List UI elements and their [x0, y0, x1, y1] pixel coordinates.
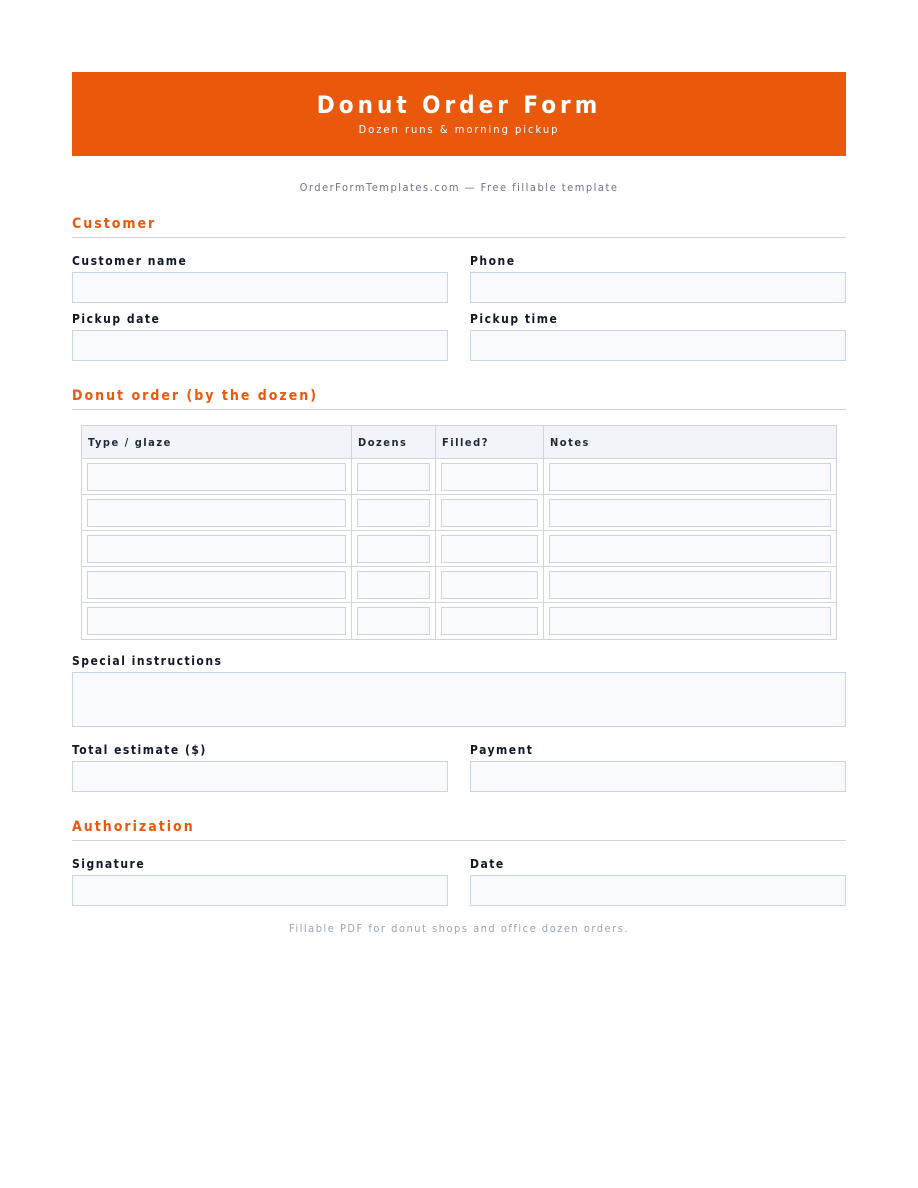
signature-input[interactable]	[72, 875, 448, 906]
notes-input[interactable]	[549, 571, 831, 599]
pickup-date-input[interactable]	[72, 330, 448, 361]
pickup-time-field-group	[470, 312, 846, 361]
type-cell	[82, 531, 352, 567]
total-estimate-label: Total estimate ($)	[72, 742, 207, 757]
pickup-time-label: Pickup time	[470, 312, 559, 326]
special-instructions-input[interactable]	[72, 672, 846, 727]
form-title: Donut Order Form	[316, 91, 602, 119]
type-input[interactable]	[87, 463, 346, 491]
special-instructions-label: Special instructions	[72, 653, 223, 668]
payment-input[interactable]	[470, 761, 846, 792]
dozens-input[interactable]	[357, 499, 430, 527]
signature-field-group	[72, 857, 448, 906]
customer-name-input[interactable]	[72, 272, 448, 303]
payment-field-group	[470, 743, 846, 792]
table-row	[82, 603, 836, 639]
pickup-date-label: Pickup date	[72, 312, 161, 326]
section-heading-authorization: Authorization	[72, 819, 846, 841]
filled-input[interactable]	[441, 535, 538, 563]
column-header-notes: Notes	[544, 426, 837, 459]
notes-input[interactable]	[549, 535, 831, 563]
table-row	[82, 459, 836, 495]
total-estimate-input[interactable]	[72, 761, 448, 792]
notes-input[interactable]	[549, 607, 831, 635]
type-input[interactable]	[87, 571, 346, 599]
dozens-input[interactable]	[357, 571, 430, 599]
filled-input[interactable]	[441, 463, 538, 491]
phone-input[interactable]	[470, 272, 846, 303]
column-header-type: Type / glaze	[82, 426, 352, 459]
order-table	[82, 426, 836, 639]
source-line: OrderFormTemplates.com — Free fillable template	[299, 181, 619, 194]
date-field-group	[470, 857, 846, 906]
filled-input[interactable]	[441, 499, 538, 527]
table-row	[82, 495, 836, 531]
phone-label: Phone	[470, 254, 516, 268]
notes-input[interactable]	[549, 499, 831, 527]
type-input[interactable]	[87, 535, 346, 563]
special-instructions-group	[72, 654, 846, 727]
pickup-time-input[interactable]	[470, 330, 846, 361]
footer-note: Fillable PDF for donut shops and office dozen orders.	[288, 921, 629, 935]
notes-input[interactable]	[549, 463, 831, 491]
type-input[interactable]	[87, 607, 346, 635]
authorization-row	[72, 857, 846, 906]
form-subtitle: Dozen runs & morning pickup	[358, 123, 560, 136]
notes-cell	[544, 459, 837, 495]
dozens-input[interactable]	[357, 535, 430, 563]
total-field-group	[72, 743, 448, 792]
column-header-filled: Filled?	[436, 426, 544, 459]
notes-cell	[544, 495, 837, 531]
pickup-date-field-group	[72, 312, 448, 361]
filled-cell	[436, 603, 544, 639]
customer-name-label: Customer name	[72, 254, 188, 268]
notes-cell	[544, 531, 837, 567]
type-cell	[82, 459, 352, 495]
notes-cell	[544, 567, 837, 603]
date-input[interactable]	[470, 875, 846, 906]
form-page	[72, 72, 846, 935]
order-table-wrapper	[81, 425, 837, 640]
dozens-cell	[352, 495, 436, 531]
date-label: Date	[470, 856, 505, 871]
payment-row	[72, 743, 846, 792]
order-table-header-row	[82, 426, 836, 459]
table-row	[82, 531, 836, 567]
dozens-input[interactable]	[357, 463, 430, 491]
filled-cell	[436, 567, 544, 603]
section-heading-customer: Customer	[72, 216, 846, 238]
payment-label: Payment	[470, 742, 534, 757]
column-header-dozens: Dozens	[352, 426, 436, 459]
section-heading-order: Donut order (by the dozen)	[72, 388, 846, 410]
type-cell	[82, 495, 352, 531]
table-row	[82, 567, 836, 603]
type-input[interactable]	[87, 499, 346, 527]
type-cell	[82, 567, 352, 603]
filled-input[interactable]	[441, 607, 538, 635]
dozens-cell	[352, 567, 436, 603]
filled-input[interactable]	[441, 571, 538, 599]
notes-cell	[544, 603, 837, 639]
customer-name-field-group	[72, 254, 448, 303]
customer-row-1	[72, 254, 846, 303]
dozens-cell	[352, 603, 436, 639]
filled-cell	[436, 495, 544, 531]
filled-cell	[436, 531, 544, 567]
filled-cell	[436, 459, 544, 495]
phone-field-group	[470, 254, 846, 303]
header-banner	[72, 72, 846, 156]
dozens-cell	[352, 531, 436, 567]
signature-label: Signature	[72, 856, 146, 871]
dozens-input[interactable]	[357, 607, 430, 635]
customer-row-2	[72, 312, 846, 361]
dozens-cell	[352, 459, 436, 495]
type-cell	[82, 603, 352, 639]
